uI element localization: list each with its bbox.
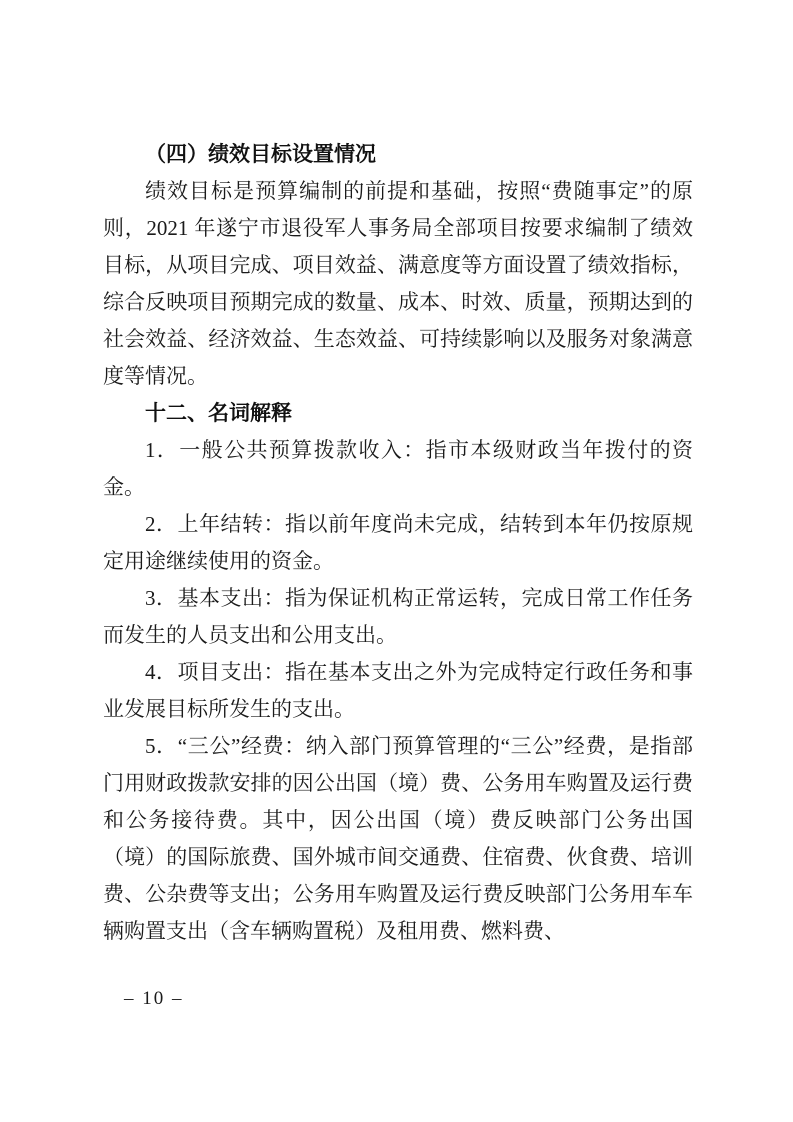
- glossary-item-project-expenditure: 4．项目支出：指在基本支出之外为完成特定行政任务和事业发展目标所发生的支出。: [103, 660, 693, 721]
- page-number: – 10 –: [124, 988, 184, 1009]
- section-heading-glossary: 十二、名词解释: [145, 402, 292, 425]
- glossary-item-basic-expenditure: 3．基本支出：指为保证机构正常运转，完成日常工作任务而发生的人员支出和公用支出。: [103, 586, 693, 647]
- glossary-item-general-public-budget-income: 1．一般公共预算拨款收入：指市本级财政当年拨付的资金。: [103, 438, 693, 499]
- paragraph-performance-target-overview: 绩效目标是预算编制的前提和基础，按照“费随事定”的原则，2021 年遂宁市退役军人事务局全部项目按要求编制了绩效目标，从项目完成、项目效益、满意度等方面设置了绩效指标，综合反映项目预期完成的数量、成本、时效、质量，预期达到的社会效益、经济效益、生态效益、可持续影响以及服务对象满意度等情况。: [103, 179, 693, 388]
- section-heading-performance-target-setup: （四）绩效目标设置情况: [145, 143, 376, 166]
- document-content: [103, 136, 693, 950]
- glossary-item-carryover-from-previous-year: 2．上年结转：指以前年度尚未完成，结转到本年仍按原规定用途继续使用的资金。: [103, 512, 693, 573]
- glossary-item-three-public-expenses: 5．“三公”经费：纳入部门预算管理的“三公”经费，是指部门用财政拨款安排的因公出国（境）费、公务用车购置及运行费和公务接待费。其中，因公出国（境）费反映部门公务出国（境）的国际旅费、国外城市间交通费、住宿费、伙食费、培训费、公杂费等支出；公务用车购置及运行费反映部门公务用车车辆购置支出（含车辆购置税）及租用费、燃料费、: [103, 734, 693, 943]
